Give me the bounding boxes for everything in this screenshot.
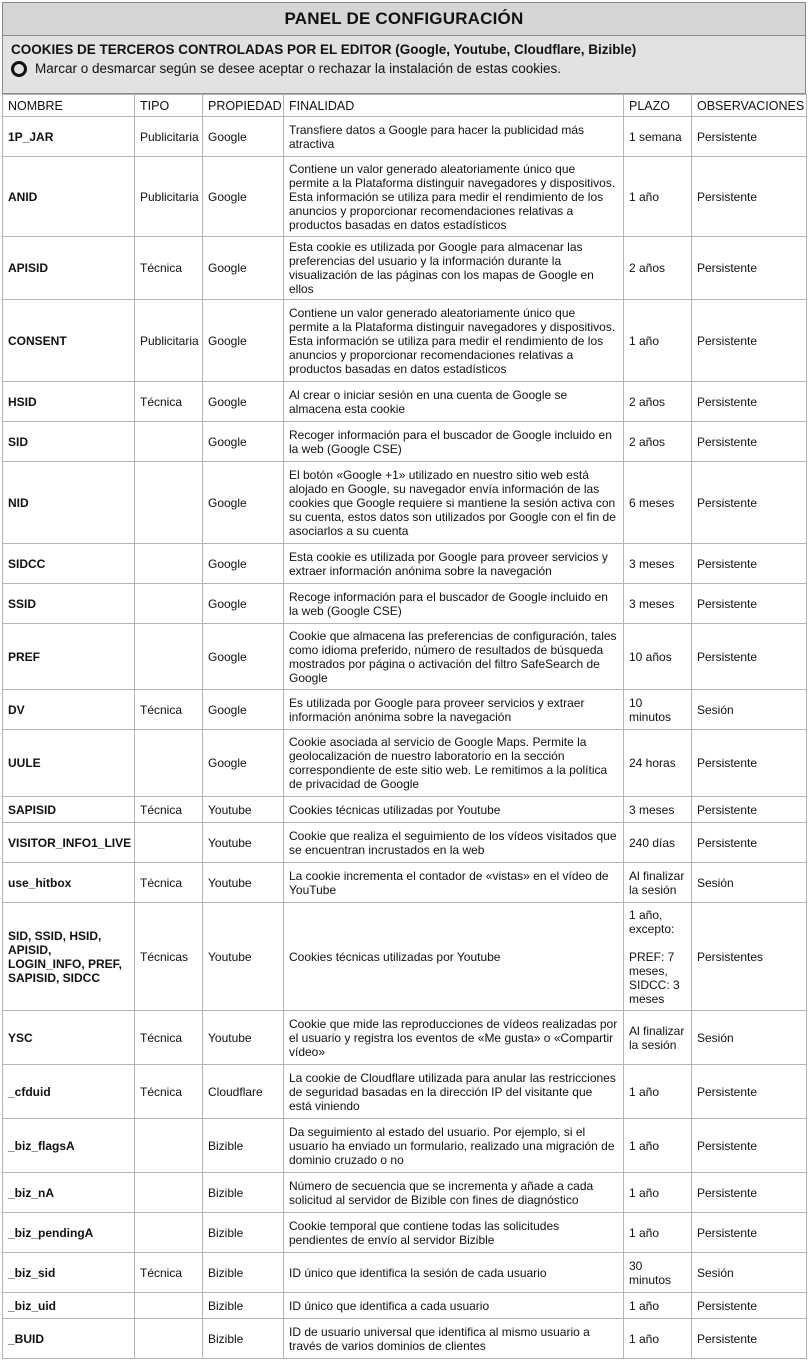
cell-owner: Youtube [203,1011,284,1065]
cell-name: SAPISID [3,797,135,823]
cell-owner: Google [203,237,284,300]
cell-name: VISITOR_INFO1_LIVE [3,823,135,863]
cell-name: SIDCC [3,544,135,584]
cell-term: 1 año [624,1119,692,1173]
cell-type [135,1293,203,1319]
cell-owner: Bizible [203,1119,284,1173]
cell-type [135,1173,203,1213]
cell-purpose: Recoger información para el buscador de Google incluido en la web (Google CSE) [284,422,624,462]
cell-term: 1 año [624,1173,692,1213]
cell-name: CONSENT [3,300,135,382]
cell-purpose: Recoge información para el buscador de Google incluido en la web (Google CSE) [284,584,624,624]
header-finalidad: FINALIDAD [284,95,624,117]
cell-name: 1P_JAR [3,117,135,157]
cell-name: _BUID [3,1319,135,1359]
cell-term: 3 meses [624,797,692,823]
cell-name: YSC [3,1011,135,1065]
cell-type: Técnicas [135,903,203,1011]
cell-notes: Persistente [692,624,807,690]
header-plazo: PLAZO [624,95,692,117]
cell-term: Al finalizar la sesión [624,863,692,903]
cell-term: 1 año [624,1293,692,1319]
panel-title: PANEL DE CONFIGURACIÓN [284,9,524,28]
cell-type: Técnica [135,797,203,823]
cell-purpose: El botón «Google +1» utilizado en nuestro sitio web está alojado en Google, su navegador envía información de las cookies que Google requiere si mantiene la sesión activa con su cuenta, estos datos son utilizados por Google con el fin de asociarlos a su cuenta [284,462,624,544]
cell-type: Técnica [135,382,203,422]
cell-notes: Sesión [692,1011,807,1065]
consent-instruction: Marcar o desmarcar según se desee aceptar o rechazar la instalación de estas cookies. [35,61,562,76]
cell-type [135,1319,203,1359]
cell-notes: Persistente [692,1319,807,1359]
configuration-panel [2,2,806,1359]
table-row [3,823,807,863]
cell-name: NID [3,462,135,544]
cell-term: 30 minutos [624,1253,692,1293]
cell-name: _biz_pendingA [3,1213,135,1253]
cell-name: DV [3,690,135,730]
cell-owner: Youtube [203,863,284,903]
cell-term: 3 meses [624,544,692,584]
consent-toggle[interactable] [11,61,27,77]
cell-owner: Bizible [203,1293,284,1319]
table-row [3,1173,807,1213]
table-row [3,1253,807,1293]
cell-notes: Persistente [692,544,807,584]
cell-owner: Youtube [203,797,284,823]
cell-owner: Google [203,157,284,237]
table-row [3,1213,807,1253]
table-row [3,462,807,544]
cell-type: Técnica [135,863,203,903]
cell-term: 1 semana [624,117,692,157]
cell-type [135,462,203,544]
cell-owner: Google [203,584,284,624]
cell-term: 1 año [624,157,692,237]
cell-owner: Cloudflare [203,1065,284,1119]
table-row [3,1119,807,1173]
panel-title-bar [2,2,806,36]
cell-owner: Google [203,300,284,382]
cell-name: UULE [3,730,135,797]
cell-type: Publicitaria [135,300,203,382]
cell-name: PREF [3,624,135,690]
cell-owner: Google [203,382,284,422]
cell-owner: Google [203,730,284,797]
cookies-table [2,94,807,1359]
consent-toggle-row [11,60,797,78]
cell-purpose: Cookie que mide las reproducciones de vídeos realizadas por el usuario y registra los eventos de «Me gusta» o «Compartir vídeo» [284,1011,624,1065]
cell-purpose: Cookie asociada al servicio de Google Maps. Permite la geolocalización de nuestro laboratorio en la sección correspondiente de este sitio web. Le remitimos a la política de privacidad de Google [284,730,624,797]
cell-owner: Google [203,422,284,462]
cell-owner: Google [203,462,284,544]
cell-notes: Persistente [692,1173,807,1213]
cell-purpose: ID único que identifica a cada usuario [284,1293,624,1319]
header-observaciones: OBSERVACIONES [692,95,807,117]
cell-term: 2 años [624,382,692,422]
cell-name: SID [3,422,135,462]
cell-owner: Bizible [203,1253,284,1293]
cell-term: 2 años [624,422,692,462]
cell-name: _biz_uid [3,1293,135,1319]
table-row [3,584,807,624]
table-row [3,1293,807,1319]
cell-purpose: La cookie incrementa el contador de «vistas» en el vídeo de YouTube [284,863,624,903]
cell-type [135,624,203,690]
cell-owner: Bizible [203,1319,284,1359]
table-row [3,797,807,823]
cell-type: Publicitaria [135,157,203,237]
header-propiedad: PROPIEDAD [203,95,284,117]
table-row [3,624,807,690]
cell-term: 1 año [624,1213,692,1253]
cell-type: Técnica [135,690,203,730]
cell-type [135,544,203,584]
table-row [3,690,807,730]
table-body [3,117,807,1359]
cell-type [135,1119,203,1173]
cell-notes: Persistente [692,1065,807,1119]
section-title: COOKIES DE TERCEROS CONTROLADAS POR EL EDITOR (Google, Youtube, Cloudflare, Bizible) [11,42,637,57]
table-row [3,237,807,300]
cell-purpose: Cookies técnicas utilizadas por Youtube [284,797,624,823]
cell-type: Técnica [135,1011,203,1065]
cell-notes: Persistente [692,823,807,863]
cell-type [135,422,203,462]
cell-owner: Google [203,624,284,690]
cell-term: 1 año [624,1065,692,1119]
cell-term: 24 horas [624,730,692,797]
cell-purpose: Número de secuencia que se incrementa y añade a cada solicitud al servidor de Bizible con fines de diagnóstico [284,1173,624,1213]
cell-notes: Persistente [692,730,807,797]
table-row [3,1011,807,1065]
cell-name: _biz_nA [3,1173,135,1213]
cell-notes: Persistente [692,797,807,823]
cell-owner: Google [203,690,284,730]
cell-notes: Sesión [692,1253,807,1293]
cell-term: 10 minutos [624,690,692,730]
cell-purpose: Contiene un valor generado aleatoriamente único que permite a la Plataforma distinguir navegadores y dispositivos. Esta información se utiliza para medir el rendimiento de los anuncios y proporcionar recomendaciones relativas a productos basadas en datos estadísticos [284,157,624,237]
cell-notes: Persistente [692,1293,807,1319]
cell-term: 2 años [624,237,692,300]
cell-notes: Sesión [692,690,807,730]
cell-notes: Sesión [692,863,807,903]
cell-purpose: Cookie que realiza el seguimiento de los vídeos visitados que se encuentran incrustados en la web [284,823,624,863]
cell-notes: Persistente [692,1119,807,1173]
cell-notes: Persistente [692,422,807,462]
cell-name: _cfduid [3,1065,135,1119]
table-row [3,903,807,1011]
cell-type [135,584,203,624]
cell-owner: Bizible [203,1173,284,1213]
cell-purpose: Cookie temporal que contiene todas las solicitudes pendientes de envío al servidor Bizible [284,1213,624,1253]
cell-term: 1 año, excepto: PREF: 7 meses, SIDCC: 3 meses [624,903,692,1011]
cell-term: 1 año [624,1319,692,1359]
table-row [3,157,807,237]
cell-type: Técnica [135,237,203,300]
table-row [3,863,807,903]
table-row [3,730,807,797]
cell-name: _biz_flagsA [3,1119,135,1173]
section-header [2,36,806,94]
table-row [3,382,807,422]
cell-term: 10 años [624,624,692,690]
cell-name: HSID [3,382,135,422]
table-row [3,544,807,584]
cell-type: Técnica [135,1065,203,1119]
header-tipo: TIPO [135,95,203,117]
cell-purpose: Esta cookie es utilizada por Google para proveer servicios y extraer información anónima sobre la navegación [284,544,624,584]
cell-type: Técnica [135,1253,203,1293]
cell-purpose: Al crear o iniciar sesión en una cuenta de Google se almacena esta cookie [284,382,624,422]
cell-notes: Persistente [692,462,807,544]
cell-type: Publicitaria [135,117,203,157]
cell-notes: Persistente [692,1213,807,1253]
table-header-row [3,95,807,117]
cell-term: 3 meses [624,584,692,624]
cell-name: use_hitbox [3,863,135,903]
header-nombre: NOMBRE [3,95,135,117]
cell-notes: Persistente [692,237,807,300]
cell-owner: Youtube [203,823,284,863]
cell-owner: Google [203,544,284,584]
cell-notes: Persistente [692,382,807,422]
cell-purpose: La cookie de Cloudflare utilizada para anular las restricciones de seguridad basadas en la dirección IP del visitante que está viniendo [284,1065,624,1119]
cell-notes: Persistentes [692,903,807,1011]
cell-purpose: ID de usuario universal que identifica al mismo usuario a través de varios dominios de clientes [284,1319,624,1359]
cell-name: APISID [3,237,135,300]
table-row [3,1065,807,1119]
cell-name: ANID [3,157,135,237]
table-row [3,422,807,462]
cell-term: 1 año [624,300,692,382]
cell-term: Al finalizar la sesión [624,1011,692,1065]
cell-purpose: Cookie que almacena las preferencias de configuración, tales como idioma preferido, número de resultados de búsqueda mostrados por página o activación del filtro SafeSearch de Google [284,624,624,690]
cell-type [135,730,203,797]
cell-notes: Persistente [692,300,807,382]
cell-purpose: Es utilizada por Google para proveer servicios y extraer información anónima sobre la navegación [284,690,624,730]
table-row [3,1319,807,1359]
cell-owner: Youtube [203,903,284,1011]
table-row [3,117,807,157]
cell-notes: Persistente [692,117,807,157]
cell-purpose: Da seguimiento al estado del usuario. Por ejemplo, si el usuario ha enviado un formulario, realizado una migración de dominio cruzado o no [284,1119,624,1173]
cell-owner: Bizible [203,1213,284,1253]
cell-term: 6 meses [624,462,692,544]
cell-name: SID, SSID, HSID, APISID, LOGIN_INFO, PREF, SAPISID, SIDCC [3,903,135,1011]
cell-purpose: Cookies técnicas utilizadas por Youtube [284,903,624,1011]
cell-purpose: Transfiere datos a Google para hacer la publicidad más atractiva [284,117,624,157]
cell-notes: Persistente [692,584,807,624]
cell-name: SSID [3,584,135,624]
cell-purpose: Esta cookie es utilizada por Google para almacenar las preferencias del usuario y la información durante la visualización de las páginas con los mapas de Google en ellos [284,237,624,300]
cell-purpose: Contiene un valor generado aleatoriamente único que permite a la Plataforma distinguir navegadores y dispositivos. Esta información se utiliza para medir el rendimiento de los anuncios y proporcionar recomendaciones relativas a productos basadas en datos estadísticos [284,300,624,382]
cell-purpose: ID único que identifica la sesión de cada usuario [284,1253,624,1293]
cell-notes: Persistente [692,157,807,237]
table-row [3,300,807,382]
cell-term: 240 días [624,823,692,863]
cell-type [135,1213,203,1253]
cell-type [135,823,203,863]
cell-owner: Google [203,117,284,157]
cell-name: _biz_sid [3,1253,135,1293]
